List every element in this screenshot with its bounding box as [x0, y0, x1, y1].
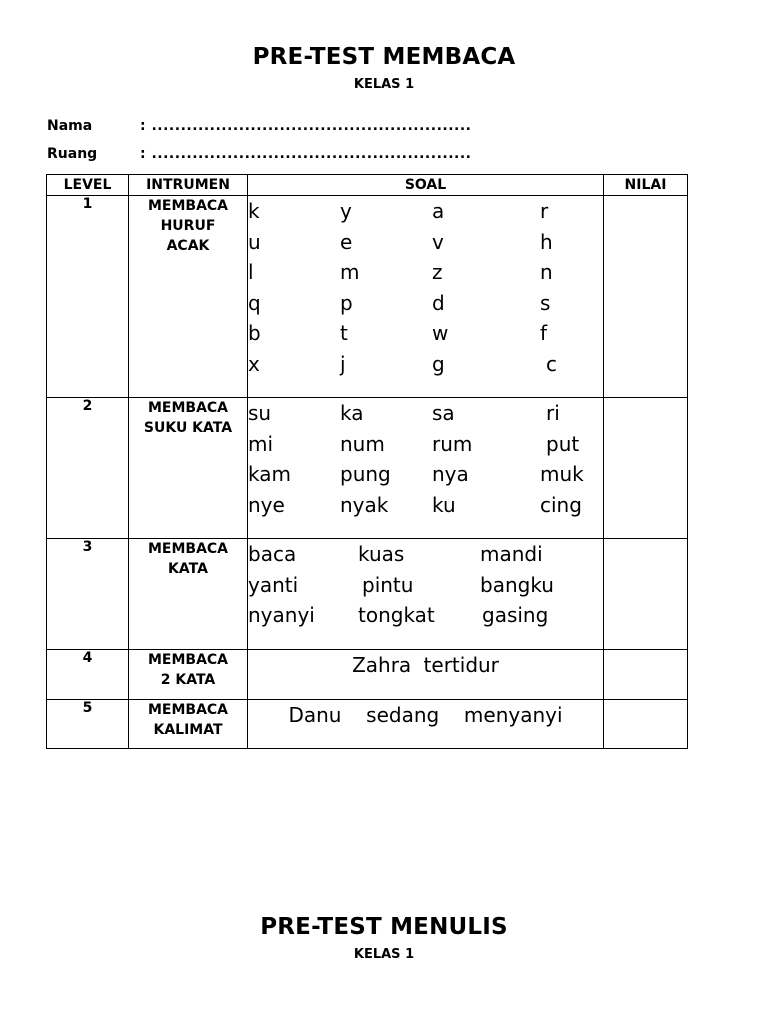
soal-item: su [248, 401, 272, 425]
soal-item: nye [248, 492, 285, 517]
soal-row [248, 227, 603, 258]
nama-field[interactable]: : ....................................................... [140, 118, 472, 134]
table-header-row [47, 175, 688, 196]
soal-item: put [546, 431, 580, 456]
instrumen-cell [129, 650, 248, 700]
soal-item: u [248, 229, 261, 254]
level-cell: 3 [47, 539, 129, 650]
soal-item: b [248, 321, 261, 345]
soal-row [248, 429, 603, 460]
test-table [46, 174, 688, 749]
soal-item: ri [546, 401, 560, 425]
soal-item: z [432, 260, 443, 284]
soal-cell [248, 196, 604, 398]
soal-item: l [248, 260, 254, 284]
soal-item: cing [540, 492, 582, 517]
instrumen-line: MEMBACA [147, 652, 229, 668]
soal-item: g [432, 351, 445, 376]
soal-item: h [540, 229, 553, 254]
soal-item: kuas [358, 542, 405, 566]
soal-row [248, 600, 603, 631]
table-row [47, 650, 688, 700]
table-row [47, 398, 688, 539]
soal-item: ka [340, 401, 364, 425]
nilai-cell[interactable] [604, 398, 688, 539]
table-row [47, 196, 688, 398]
soal-item: nyak [340, 492, 389, 517]
soal-item: f [540, 321, 548, 345]
soal-item: m [340, 260, 360, 284]
soal-cell: Zahra tertidur [248, 650, 604, 700]
soal-item: v [432, 229, 444, 254]
soal-item: yanti [248, 572, 299, 597]
level-cell: 4 [47, 650, 129, 700]
header-soal: SOAL [248, 175, 604, 196]
table-row [47, 539, 688, 650]
soal-item: pung [340, 462, 391, 486]
soal-item: j [340, 351, 346, 376]
soal-row [248, 570, 603, 601]
soal-item: r [540, 199, 549, 223]
nilai-cell[interactable] [604, 196, 688, 398]
soal-item: gasing [482, 603, 549, 627]
soal-item: n [540, 260, 553, 284]
soal-item: sa [432, 401, 455, 425]
ruang-label: Ruang [47, 146, 98, 162]
soal-item: p [340, 290, 353, 315]
soal-item: mandi [480, 542, 543, 566]
soal-item: e [340, 229, 353, 254]
soal-row [248, 398, 603, 429]
instrumen-line: HURUF [160, 218, 216, 234]
ruang-field[interactable]: : ....................................................... [140, 146, 472, 162]
section-subtitle: KELAS 1 [353, 947, 415, 962]
instrumen-cell [129, 196, 248, 398]
page-title: PRE-TEST MEMBACA [252, 44, 516, 70]
page-subtitle: KELAS 1 [353, 77, 415, 92]
soal-item: pintu [362, 572, 414, 597]
instrumen-line: MEMBACA [147, 198, 229, 214]
soal-row [248, 539, 603, 570]
soal-row [248, 257, 603, 288]
soal-item: c [546, 351, 557, 376]
instrumen-line: KALIMAT [153, 722, 223, 738]
soal-item: tongkat [358, 603, 435, 627]
soal-item: kam [248, 462, 291, 486]
section-title: PRE-TEST MENULIS [260, 914, 508, 940]
instrumen-cell [129, 700, 248, 749]
soal-item: s [540, 290, 551, 315]
instrumen-cell [129, 539, 248, 650]
soal-item: nyanyi [248, 603, 315, 627]
header-instrumen: INTRUMEN [129, 175, 248, 196]
instrumen-line: MEMBACA [147, 702, 229, 718]
soal-item: muk [540, 462, 584, 486]
soal-item: baca [248, 542, 297, 566]
instrumen-line: MEMBACA [147, 400, 229, 416]
level-cell: 5 [47, 700, 129, 749]
soal-item: rum [432, 431, 473, 456]
soal-item: x [248, 351, 260, 376]
soal-item: nya [432, 462, 469, 486]
soal-item: k [248, 199, 260, 223]
instrumen-line: MEMBACA [147, 541, 229, 557]
soal-item: t [340, 321, 348, 345]
soal-item: q [248, 290, 261, 315]
soal-cell [248, 539, 604, 650]
nilai-cell[interactable] [604, 650, 688, 700]
soal-cell [248, 398, 604, 539]
instrumen-line: ACAK [166, 238, 210, 254]
soal-item: w [432, 321, 449, 345]
soal-row [248, 459, 603, 490]
soal-row [248, 318, 603, 349]
soal-row [248, 490, 603, 521]
header-level: LEVEL [47, 175, 129, 196]
instrumen-line: 2 KATA [160, 672, 216, 688]
soal-item: a [432, 199, 445, 223]
instrumen-cell [129, 398, 248, 539]
instrumen-line: SUKU KATA [143, 420, 233, 436]
soal-item: mi [248, 431, 274, 456]
level-cell: 1 [47, 196, 129, 398]
nilai-cell[interactable] [604, 539, 688, 650]
soal-item: d [432, 290, 445, 315]
soal-row [248, 288, 603, 319]
soal-item: ku [432, 492, 456, 517]
soal-row [248, 349, 603, 380]
soal-item: bangku [480, 572, 554, 597]
header-nilai: NILAI [604, 175, 688, 196]
level-cell: 2 [47, 398, 129, 539]
instrumen-line: KATA [168, 561, 208, 577]
nama-label: Nama [47, 118, 93, 134]
nilai-cell[interactable] [604, 700, 688, 749]
soal-item: num [340, 431, 385, 456]
soal-cell: Danu sedang menyanyi [248, 700, 604, 749]
soal-row [248, 196, 603, 227]
table-row [47, 700, 688, 749]
soal-item: y [340, 199, 352, 223]
